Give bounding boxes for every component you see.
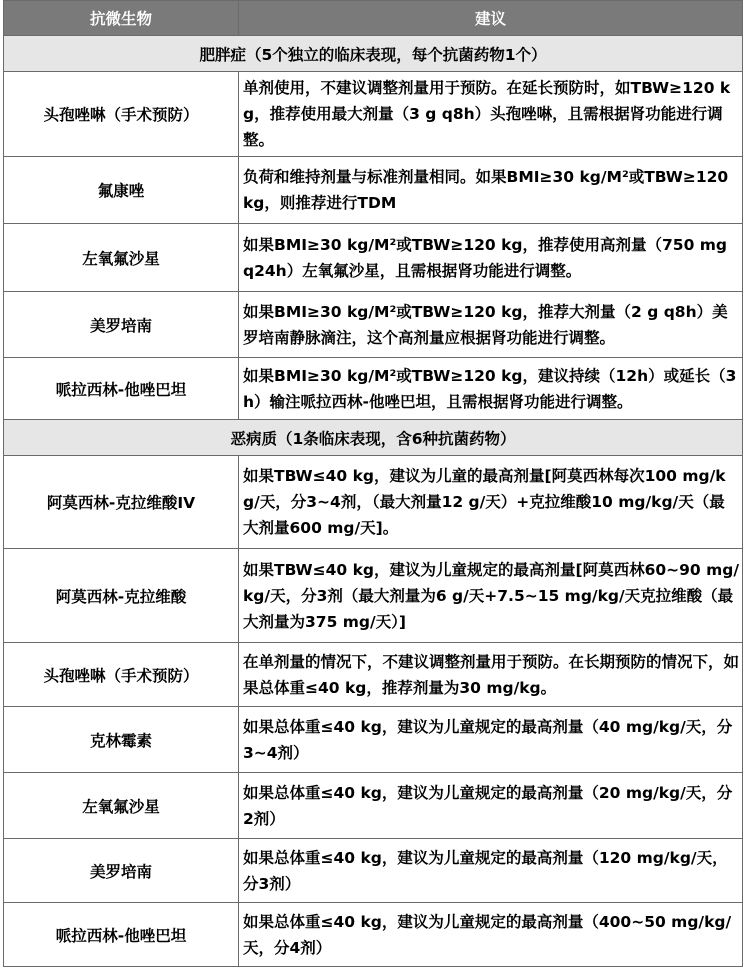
drug-name: 头孢唑啉（手术预防） [4, 72, 239, 157]
recommendation-text: 如果BMI≥30 kg/M²或TBW≥120 kg，推荐大剂量（2 g q8h）美罗培南静脉滴注，这个高剂量应根据肾功能进行调整。 [239, 292, 743, 358]
recommendation-text: 如果BMI≥30 kg/M²或TBW≥120 kg，建议持续（12h）或延长（3h）输注哌拉西林-他唑巴坦，且需根据肾功能进行调整。 [239, 358, 743, 420]
header-antimicrobial: 抗微生物 [4, 1, 239, 36]
table-row [4, 224, 743, 292]
table-row [4, 72, 743, 157]
table-row [4, 157, 743, 224]
recommendation-text: 如果总体重≤40 kg，建议为儿童规定的最高剂量（400~50 mg/kg/天，分4剂） [239, 903, 743, 967]
drug-name: 阿莫西林-克拉维酸 [4, 549, 239, 643]
table-row [4, 549, 743, 643]
recommendation-text: 在单剂量的情况下，不建议调整剂量用于预防。在长期预防的情况下，如果总体重≤40 kg，推荐剂量为30 mg/kg。 [239, 643, 743, 707]
recommendation-text: 如果TBW≤40 kg，建议为儿童的最高剂量[阿莫西林每次100 mg/kg/天，分3~4剂，（最大剂量12 g/天）+克拉维酸10 mg/kg/天（最大剂量600 mg/天]。 [239, 456, 743, 549]
table-row [4, 358, 743, 420]
drug-name: 哌拉西林-他唑巴坦 [4, 903, 239, 967]
section-title: 恶病质（1条临床表现，含6种抗菌药物） [4, 420, 743, 456]
drug-name: 阿莫西林-克拉维酸IV [4, 456, 239, 549]
recommendation-text: 单剂使用，不建议调整剂量用于预防。在延长预防时，如TBW≥120 kg，推荐使用最大剂量（3 g q8h）头孢唑啉，且需根据肾功能进行调整。 [239, 72, 743, 157]
drug-name: 美罗培南 [4, 292, 239, 358]
table-row [4, 773, 743, 839]
recommendation-text: 如果总体重≤40 kg，建议为儿童规定的最高剂量（20 mg/kg/天，分2剂） [239, 773, 743, 839]
drug-name: 克林霉素 [4, 707, 239, 773]
drug-name: 美罗培南 [4, 839, 239, 903]
table-row [4, 292, 743, 358]
table-row [4, 456, 743, 549]
recommendation-text: 如果BMI≥30 kg/M²或TBW≥120 kg，推荐使用高剂量（750 mg q24h）左氧氟沙星，且需根据肾功能进行调整。 [239, 224, 743, 292]
section-title: 肥胖症（5个独立的临床表现，每个抗菌药物1个） [4, 36, 743, 72]
table-row [4, 903, 743, 967]
header-recommendation: 建议 [239, 1, 743, 36]
drug-name: 哌拉西林-他唑巴坦 [4, 358, 239, 420]
drug-name: 左氧氟沙星 [4, 773, 239, 839]
drug-name: 头孢唑啉（手术预防） [4, 643, 239, 707]
table-row [4, 643, 743, 707]
drug-name: 氟康唑 [4, 157, 239, 224]
section-row-obesity [4, 36, 743, 72]
table-row [4, 707, 743, 773]
recommendation-text: 如果总体重≤40 kg，建议为儿童规定的最高剂量（120 mg/kg/天，分3剂） [239, 839, 743, 903]
header-row [4, 1, 743, 36]
table-row [4, 839, 743, 903]
section-row-cachexia [4, 420, 743, 456]
recommendation-text: 如果TBW≤40 kg，建议为儿童规定的最高剂量[阿莫西林60~90 mg/kg/天，分3剂（最大剂量为6 g/天+7.5~15 mg/kg/天克拉维酸（最大剂量为375 mg/天）] [239, 549, 743, 643]
drug-name: 左氧氟沙星 [4, 224, 239, 292]
recommendation-text: 负荷和维持剂量与标准剂量相同。如果BMI≥30 kg/M²或TBW≥120 kg，则推荐进行TDM [239, 157, 743, 224]
recommendation-text: 如果总体重≤40 kg，建议为儿童规定的最高剂量（40 mg/kg/天，分3~4剂） [239, 707, 743, 773]
dosing-table [3, 0, 743, 967]
